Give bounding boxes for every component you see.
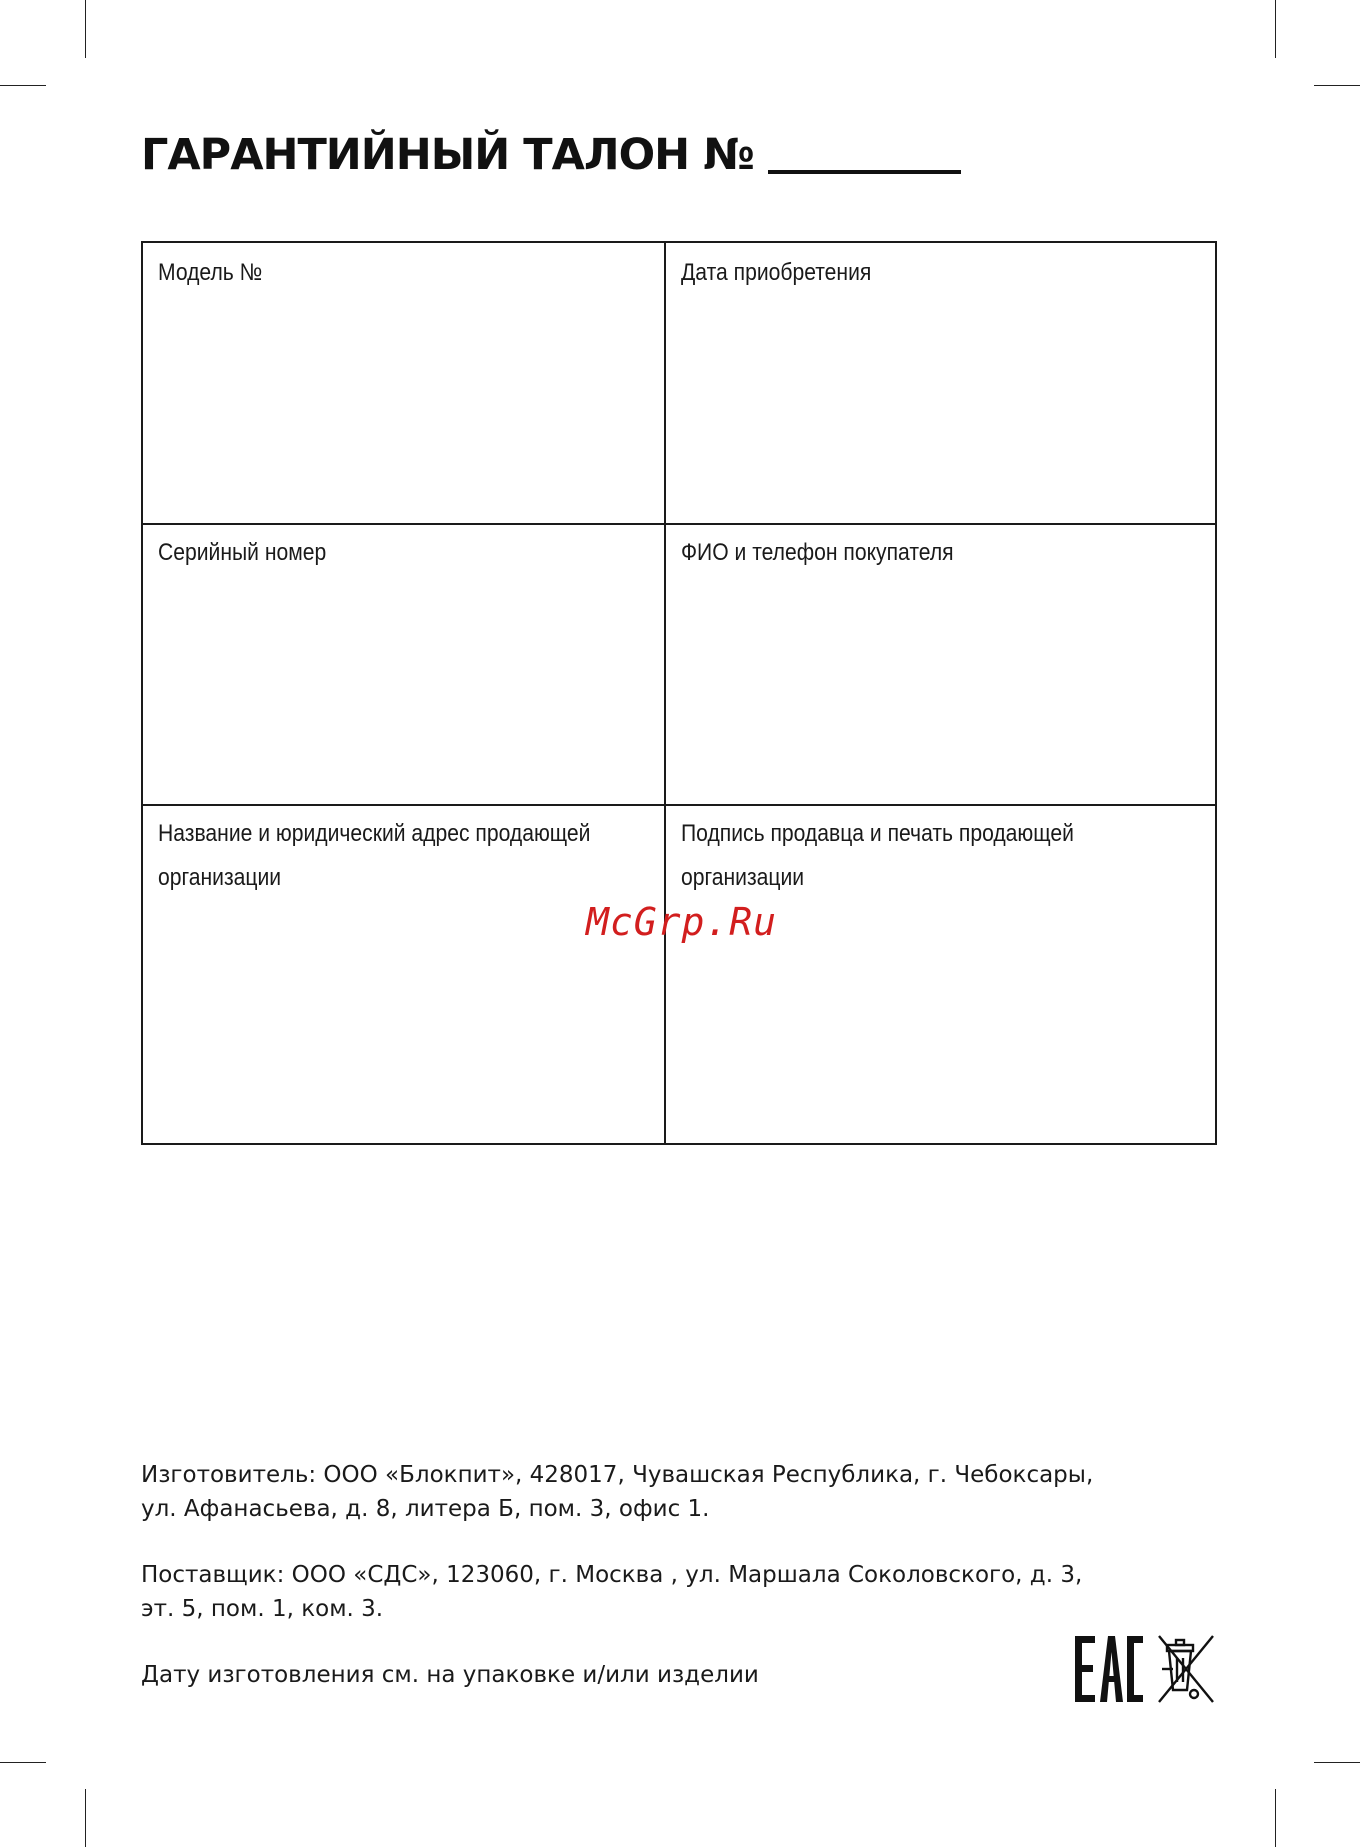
cell-buyer-name-phone [681,531,954,575]
cell-serial-number [158,531,326,575]
cell-label: ФИО и телефон покупателя [681,539,954,566]
cell-purchase-date [681,251,871,295]
cell-seller-name-address [158,812,590,900]
warranty-form-table [141,241,1217,1145]
supplier-line: Поставщик: ООО «СДС», 123060, г. Москва , ул. Маршала Соколовского, д. 3, [141,1562,1083,1588]
footer-info [141,1458,1093,1724]
supplier-line: эт. 5, пом. 1, ком. 3. [141,1596,384,1622]
supplier-info [141,1558,1093,1626]
cell-label-line: Название и юридический адрес продающей [158,820,591,847]
page-title [141,130,961,180]
manufacturer-line: ул. Афанасьева, д. 8, литера Б, пом. 3, офис 1. [141,1496,710,1522]
watermark: McGrp.Ru [586,900,778,944]
crop-mark [1314,85,1360,86]
manufacture-date-note [141,1658,1093,1692]
eac-mark-icon [1075,1636,1143,1702]
certification-marks [1073,1632,1223,1710]
table-divider-horizontal [143,523,1215,525]
crop-mark [85,1789,86,1847]
cell-label: Серийный номер [158,539,327,566]
manufacturer-line: Изготовитель: ООО «Блокпит», 428017, Чувашская Республика, г. Чебоксары, [141,1462,1094,1488]
cell-label: Дата приобретения [681,259,872,286]
cell-label-line: Подпись продавца и печать продающей [681,820,1074,847]
cell-label: Модель № [158,259,263,286]
crop-mark [1314,1762,1360,1763]
cell-label-line: организации [158,864,282,891]
date-note-line: Дату изготовления см. на упаковке и/или изделии [141,1662,759,1688]
page-title-text: ГАРАНТИЙНЫЙ ТАЛОН № [141,130,754,180]
cell-seller-signature-stamp [681,812,1074,900]
crop-mark [0,85,46,86]
cell-model-number [158,251,262,295]
table-divider-vertical [664,243,666,1143]
crop-mark [85,0,86,58]
table-divider-horizontal [143,804,1215,806]
title-number-blank [768,170,961,174]
crop-mark [1275,1789,1276,1847]
manufacturer-info [141,1458,1093,1526]
crossed-bin-icon [1159,1636,1213,1702]
crop-mark [1275,0,1276,58]
crop-mark [0,1762,46,1763]
cell-label-line: организации [681,864,805,891]
